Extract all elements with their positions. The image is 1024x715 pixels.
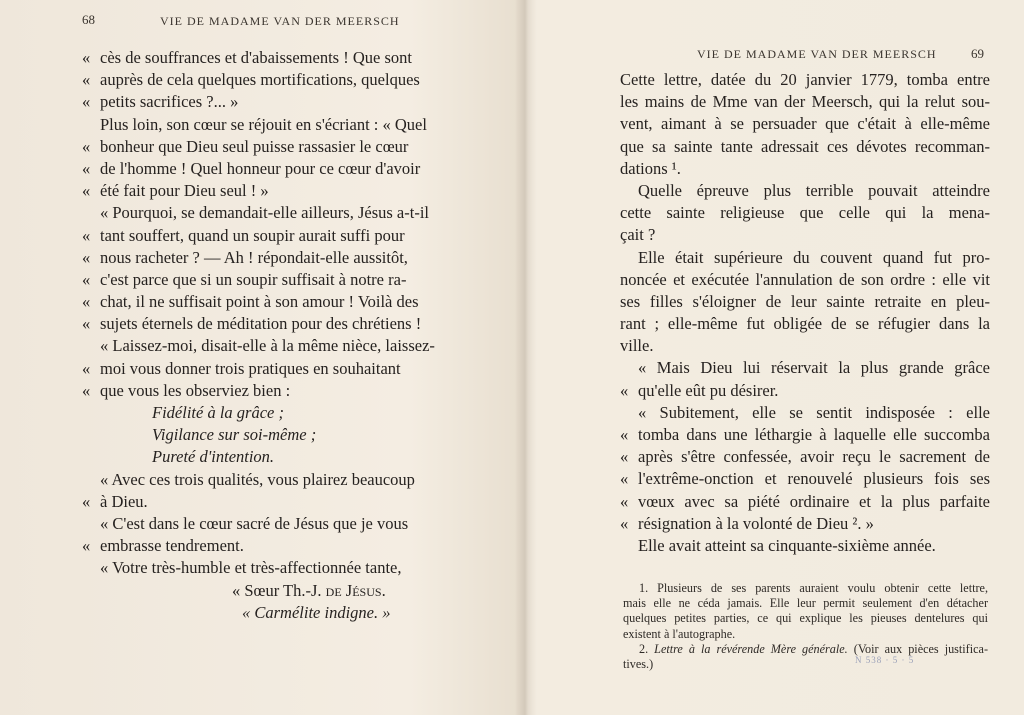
quote-mark: « bbox=[82, 380, 91, 400]
line-text: « Mais Dieu lui réservait la plus grande grâce bbox=[638, 358, 990, 378]
text-line bbox=[82, 291, 442, 313]
quote-mark: « bbox=[620, 513, 629, 533]
footnote-line: mais elle ne céda jamais. Elle leur permit seulement d'en détacher bbox=[623, 596, 988, 611]
footnote-line: existent à l'autographe. bbox=[623, 626, 736, 641]
line-text: l'extrême-onction et renouvelé plusieurs fois ses bbox=[638, 469, 990, 489]
text-line bbox=[620, 424, 990, 446]
text-line bbox=[620, 335, 990, 357]
text-line bbox=[620, 247, 990, 269]
signature-title: « Carmélite indigne. » bbox=[242, 602, 391, 622]
line-text: « Pourquoi, se demandait-elle ailleurs, Jésus a-t-il bbox=[100, 203, 430, 223]
text-line bbox=[82, 225, 442, 247]
verse-line: Fidélité à la grâce ; bbox=[152, 403, 284, 422]
footnotes bbox=[623, 581, 988, 672]
line-text: vent, aimant à se persuader que c'était à elle-même bbox=[620, 114, 990, 134]
footnote-2: 2. Lettre à la révérende Mère générale. (Voir aux pièces justifica- bbox=[639, 641, 989, 656]
page-number: 69 bbox=[971, 46, 984, 61]
text-line bbox=[620, 357, 990, 379]
text-line bbox=[620, 446, 990, 468]
text-line bbox=[82, 491, 442, 513]
quote-mark: « bbox=[82, 247, 91, 267]
line-text: Quelle épreuve plus terrible pouvait atteindre bbox=[638, 180, 990, 200]
quote-mark: « bbox=[82, 181, 91, 201]
right-body-text bbox=[620, 69, 990, 557]
signature-name: « Sœur Th.-J. de Jésus. bbox=[232, 580, 386, 600]
quote-mark: « bbox=[82, 158, 91, 178]
text-line bbox=[620, 380, 990, 402]
quote-mark: « bbox=[620, 380, 629, 400]
text-line bbox=[82, 91, 442, 113]
line-text: Cette lettre, datée du 20 janvier 1779, tomba entre bbox=[620, 70, 990, 89]
line-text: « Laissez-moi, disait-elle à la même nièce, laissez- bbox=[100, 336, 435, 356]
text-line bbox=[620, 113, 990, 135]
text-line bbox=[82, 247, 442, 269]
line-text: bonheur que Dieu seul puisse rassasier le cœur bbox=[100, 136, 409, 156]
text-line bbox=[620, 513, 990, 535]
footnote-2-end: tives.) bbox=[623, 656, 654, 671]
text-line bbox=[620, 91, 990, 113]
quote-mark: « bbox=[82, 92, 91, 112]
quote-mark: « bbox=[82, 358, 91, 378]
line-text: Elle avait atteint sa cinquante-sixième année. bbox=[638, 535, 936, 555]
text-line bbox=[82, 380, 442, 402]
text-line bbox=[82, 335, 442, 357]
line-text: à Dieu. bbox=[100, 491, 148, 511]
text-line bbox=[620, 535, 990, 557]
quote-mark: « bbox=[82, 70, 91, 90]
running-head: VIE DE MADAME VAN DER MEERSCH bbox=[697, 47, 937, 61]
line-text: c'est parce que si un soupir suffisait à notre ra- bbox=[100, 269, 407, 289]
verse-line: Pureté d'intention. bbox=[152, 447, 275, 467]
text-line bbox=[82, 469, 442, 491]
line-text: ses filles s'éloigner de leur sainte retraite en pleu- bbox=[620, 291, 990, 311]
line-text: ville. bbox=[620, 336, 654, 356]
line-text: auprès de cela quelques mortifications, quelques bbox=[100, 70, 420, 90]
text-line bbox=[82, 136, 442, 158]
line-text: sujets éternels de méditation pour des chrétiens ! bbox=[100, 314, 422, 334]
line-text: vœux avec sa piété ordinaire et la plus parfaite bbox=[638, 491, 990, 511]
text-line bbox=[82, 158, 442, 180]
line-text: résignation à la volonté de Dieu ². » bbox=[638, 513, 874, 533]
line-text: cette sainte religieuse que celle qui la mena- bbox=[620, 203, 990, 223]
text-line bbox=[620, 313, 990, 335]
text-line bbox=[620, 202, 990, 224]
quote-mark: « bbox=[620, 447, 629, 467]
line-text: tant souffert, quand un soupir aurait suffi pour bbox=[100, 225, 405, 245]
text-line bbox=[620, 69, 990, 91]
line-text: qu'elle eût pu désirer. bbox=[638, 380, 779, 400]
line-text: été fait pour Dieu seul ! » bbox=[100, 181, 269, 201]
line-text: nous racheter ? — Ah ! répondait-elle aussitôt, bbox=[100, 247, 408, 267]
quote-mark: « bbox=[82, 269, 91, 289]
text-line bbox=[620, 269, 990, 291]
text-line bbox=[82, 114, 442, 136]
line-text: dations ¹. bbox=[620, 158, 681, 178]
quote-mark: « bbox=[620, 469, 629, 489]
line-text: « C'est dans le cœur sacré de Jésus que je vous bbox=[100, 513, 409, 533]
line-text: çait ? bbox=[620, 225, 656, 245]
line-text: après s'être confessée, avoir reçu le sacrement de bbox=[638, 447, 990, 467]
text-line bbox=[82, 180, 442, 202]
text-line bbox=[82, 513, 442, 535]
line-text: moi vous donner trois pratiques en souhaitant bbox=[100, 358, 401, 378]
text-line bbox=[82, 269, 442, 291]
line-text: « Subitement, elle se sentit indisposée : elle bbox=[638, 402, 990, 422]
line-text: embrasse tendrement. bbox=[100, 536, 244, 556]
quote-mark: « bbox=[620, 491, 629, 511]
line-text: Plus loin, son cœur se réjouit en s'écriant : « Quel bbox=[100, 114, 427, 134]
text-line bbox=[82, 69, 442, 91]
line-text: chat, il ne suffisait point à son amour ! Voilà des bbox=[100, 292, 419, 312]
left-body-text bbox=[82, 47, 442, 624]
line-text: que sa sainte tante adressait ces dévotes recomman- bbox=[620, 136, 990, 156]
line-text: cès de souffrances et d'abaissements ! Que sont bbox=[100, 48, 412, 67]
text-line bbox=[620, 491, 990, 513]
text-line bbox=[82, 313, 442, 335]
text-line bbox=[82, 535, 442, 557]
line-text: petits sacrifices ?... » bbox=[100, 92, 239, 112]
text-line bbox=[620, 291, 990, 313]
line-text: « Votre très-humble et très-affectionnée tante, bbox=[100, 558, 402, 578]
line-text: noncée et exécutée l'annulation de son ordre : elle vit bbox=[620, 269, 990, 289]
quote-mark: « bbox=[620, 425, 629, 444]
text-line bbox=[620, 158, 990, 180]
library-stamp: N 538 · 5 · 5 bbox=[855, 655, 915, 665]
footnote-line: 1. Plusieurs de ses parents auraient voulu obtenir cette lettre, bbox=[639, 581, 988, 595]
line-text: tomba dans une léthargie à laquelle elle succomba bbox=[638, 425, 990, 444]
text-line bbox=[620, 468, 990, 490]
quote-mark: « bbox=[82, 536, 91, 556]
running-head: VIE DE MADAME VAN DER MEERSCH bbox=[160, 14, 400, 28]
quote-mark: « bbox=[82, 225, 91, 245]
quote-mark: « bbox=[82, 136, 91, 156]
line-text: « Avec ces trois qualités, vous plairez beaucoup bbox=[100, 469, 415, 489]
verse-line: Vigilance sur soi-même ; bbox=[152, 425, 317, 445]
quote-mark: « bbox=[82, 314, 91, 334]
line-text: que vous les observiez bien : bbox=[100, 380, 291, 400]
line-text: les mains de Mme van der Meersch, qui la relut sou- bbox=[620, 92, 990, 112]
text-line bbox=[82, 358, 442, 380]
line-text: de l'homme ! Quel honneur pour ce cœur d'avoir bbox=[100, 158, 421, 178]
text-line bbox=[620, 402, 990, 424]
quote-mark: « bbox=[82, 48, 91, 67]
text-line bbox=[82, 557, 442, 579]
text-line bbox=[620, 136, 990, 158]
line-text: rant ; elle-même fut obligée de se réfugier dans la bbox=[620, 314, 990, 334]
page-number: 68 bbox=[82, 12, 95, 27]
footnote-line: quelques petites parties, ce qui explique les pieuses dentelures qui bbox=[623, 611, 988, 626]
line-text: Elle était supérieure du couvent quand fut pro- bbox=[638, 247, 990, 267]
quote-mark: « bbox=[82, 491, 91, 511]
text-line bbox=[620, 224, 990, 246]
book-gutter bbox=[515, 0, 537, 715]
quote-mark: « bbox=[82, 292, 91, 312]
text-line bbox=[620, 180, 990, 202]
text-line bbox=[82, 202, 442, 224]
text-line bbox=[82, 47, 442, 69]
right-page bbox=[537, 0, 1024, 715]
